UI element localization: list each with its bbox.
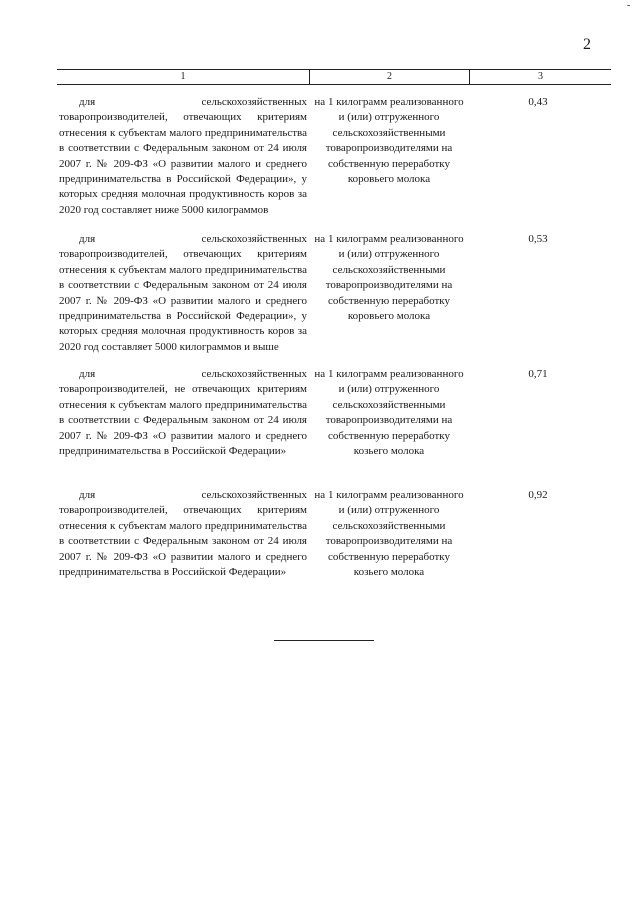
row-rate: 0,92 <box>528 489 548 501</box>
row-rate: 0,71 <box>528 368 548 380</box>
row-rate: 0,53 <box>528 233 548 245</box>
page-number: 2 <box>583 36 591 53</box>
corner-mark: - <box>627 0 631 11</box>
row-description: для сельскохозяйственных товаропроизводителей, отвечающих критериям отнесения к субъектам малого предпринимательства в соответствии с Федеральным законом от 24 июля 2007 г. № 209-ФЗ «О развитии малого и среднего предпринимательства в Российской Федерации» <box>59 489 307 579</box>
row-unit: на 1 килограмм реализованного и (или) отгруженного сельскохозяйственными товаропроизводителями на собственную переработку коровьего молока <box>314 233 464 323</box>
table-header-col1: 1 <box>180 71 186 82</box>
row-description: для сельскохозяйственных товаропроизводителей, отвечающих критериям отнесения к субъектам малого предпринимательства в соответствии с Федеральным законом от 24 июля 2007 г. № 209-ФЗ «О развитии малого и среднего предпринимательства в Российской Федерации», у которых средняя молочная продуктивность коров за 2020 год составляет 5000 килограммов и выше <box>59 233 307 353</box>
end-of-table-rule <box>274 640 374 641</box>
row-unit: на 1 килограмм реализованного и (или) отгруженного сельскохозяйственными товаропроизводителями на собственную переработку коровьего молока <box>314 96 464 186</box>
table-header-col2: 2 <box>387 71 392 82</box>
table-header-col3: 3 <box>538 71 543 82</box>
row-unit: на 1 килограмм реализованного и (или) отгруженного сельскохозяйственными товаропроизводителями на собственную переработку козьего молока <box>314 368 464 458</box>
row-rate: 0,43 <box>528 96 548 108</box>
row-description: для сельскохозяйственных товаропроизводителей, отвечающих критериям отнесения к субъектам малого предпринимательства в соответствии с Федеральным законом от 24 июля 2007 г. № 209-ФЗ «О развитии малого и среднего предпринимательства в Российской Федерации», у которых средняя молочная продуктивность коров за 2020 год составляет ниже 5000 килограммов <box>59 96 307 216</box>
table-header-bottom-rule <box>57 84 611 85</box>
row-unit: на 1 килограмм реализованного и (или) отгруженного сельскохозяйственными товаропроизводителями на собственную переработку козьего молока <box>314 489 464 579</box>
row-description: для сельскохозяйственных товаропроизводителей, не отвечающих критериям отнесения к субъектам малого предпринимательства в соответствии с Федеральным законом от 24 июля 2007 г. № 209-ФЗ «О развитии малого и среднего предпринимательства в Российской Федерации» <box>59 368 307 458</box>
